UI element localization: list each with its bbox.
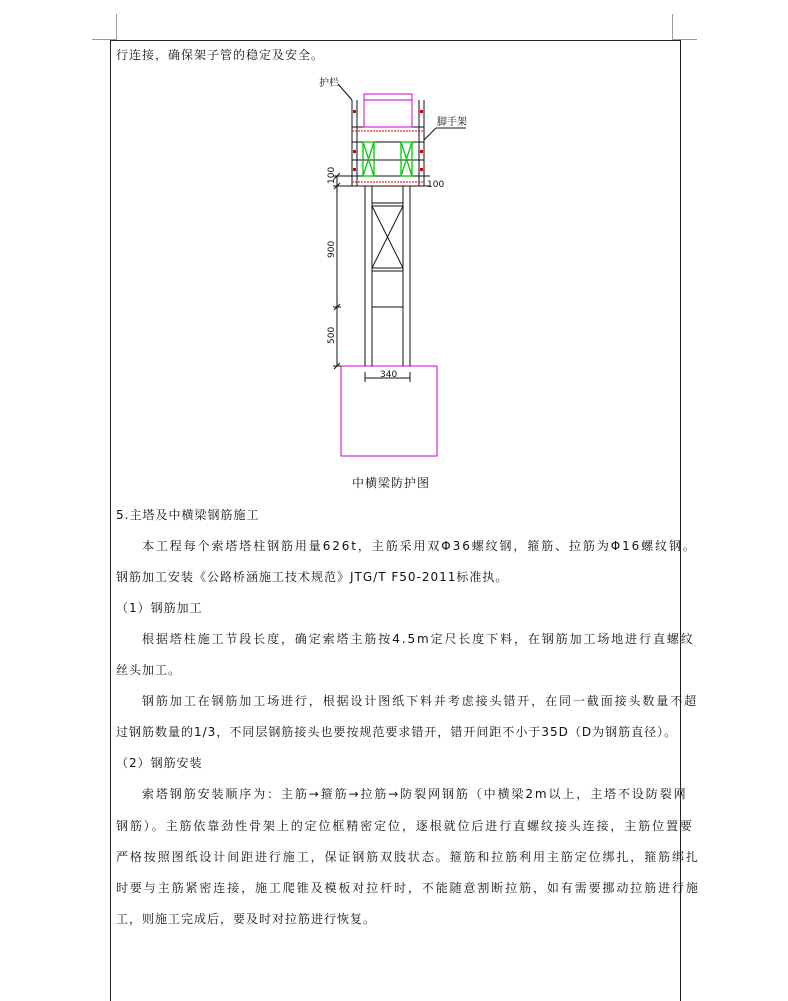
figure-caption: 中横梁防护图 bbox=[352, 476, 431, 490]
guardrail-label: 护栏 bbox=[319, 78, 339, 89]
paragraph-line: 丝头加工。 bbox=[116, 663, 182, 677]
paragraph-line: 钢筋）。主筋依靠劲性骨架上的定位框精密定位，逐根就位后进行直螺纹接头连接，主筋位置要 bbox=[116, 819, 694, 833]
paragraph-line: 索塔钢筋安装顺序为：主筋→箍筋→拉筋→防裂网钢筋（中横梁2m以上，主塔不设防裂网 bbox=[142, 787, 688, 801]
paragraph-line: 严格按照图纸设计间距进行施工，保证钢筋双肢状态。箍筋和拉筋利用主筋定位绑扎，箍筋绑扎 bbox=[116, 850, 700, 864]
dim-top-right: 100 bbox=[427, 180, 445, 190]
paragraph-line: 本工程每个索塔塔柱钢筋用量626t，主筋采用双Φ36螺纹钢，箍筋、拉筋为Φ16螺纹钢。 bbox=[142, 539, 697, 553]
subheading: （1）钢筋加工 bbox=[116, 601, 203, 615]
green-brace-left bbox=[363, 142, 374, 176]
guardrail-leader bbox=[338, 84, 352, 100]
subheading: （2）钢筋安装 bbox=[116, 756, 203, 770]
dim-top-left: 100 bbox=[327, 166, 337, 184]
beam-section bbox=[364, 94, 412, 127]
section-heading: 5.主塔及中横梁钢筋施工 bbox=[116, 508, 260, 522]
paragraph-line: 钢筋加工在钢筋加工场进行，根据设计图纸下料并考虑接头错开，在同一截面接头数量不超 bbox=[142, 694, 699, 708]
scaffold-label: 脚手架 bbox=[437, 117, 467, 128]
dim-mid: 900 bbox=[327, 240, 337, 258]
dim-base-width: 340 bbox=[380, 370, 398, 380]
scaffold-leader bbox=[424, 128, 436, 140]
paragraph-line: 钢筋加工安装《公路桥涵施工技术规范》JTG/T F50-2011标准执。 bbox=[116, 570, 509, 584]
paragraph-line: 时要与主筋紧密连接，施工爬锥及模板对拉杆时，不能随意割断拉筋，如有需要挪动拉筋进行施 bbox=[116, 881, 700, 895]
dim-bottom: 500 bbox=[327, 326, 337, 344]
paragraph-line: 工，则施工完成后，要及时对拉筋进行恢复。 bbox=[116, 912, 377, 926]
paragraph-line: 根据塔柱施工节段长度，确定索塔主筋按4.5m定尺长度下料，在钢筋加工场地进行直螺纹 bbox=[142, 632, 695, 646]
text-line: 行连接，确保架子管的稳定及安全。 bbox=[116, 48, 325, 62]
paragraph-line: 过钢筋数量的1/3，不同层钢筋接头也要按规范要求错开，错开间距不小于35D（D为钢筋直径）。 bbox=[116, 725, 678, 739]
green-brace-right bbox=[401, 142, 412, 176]
